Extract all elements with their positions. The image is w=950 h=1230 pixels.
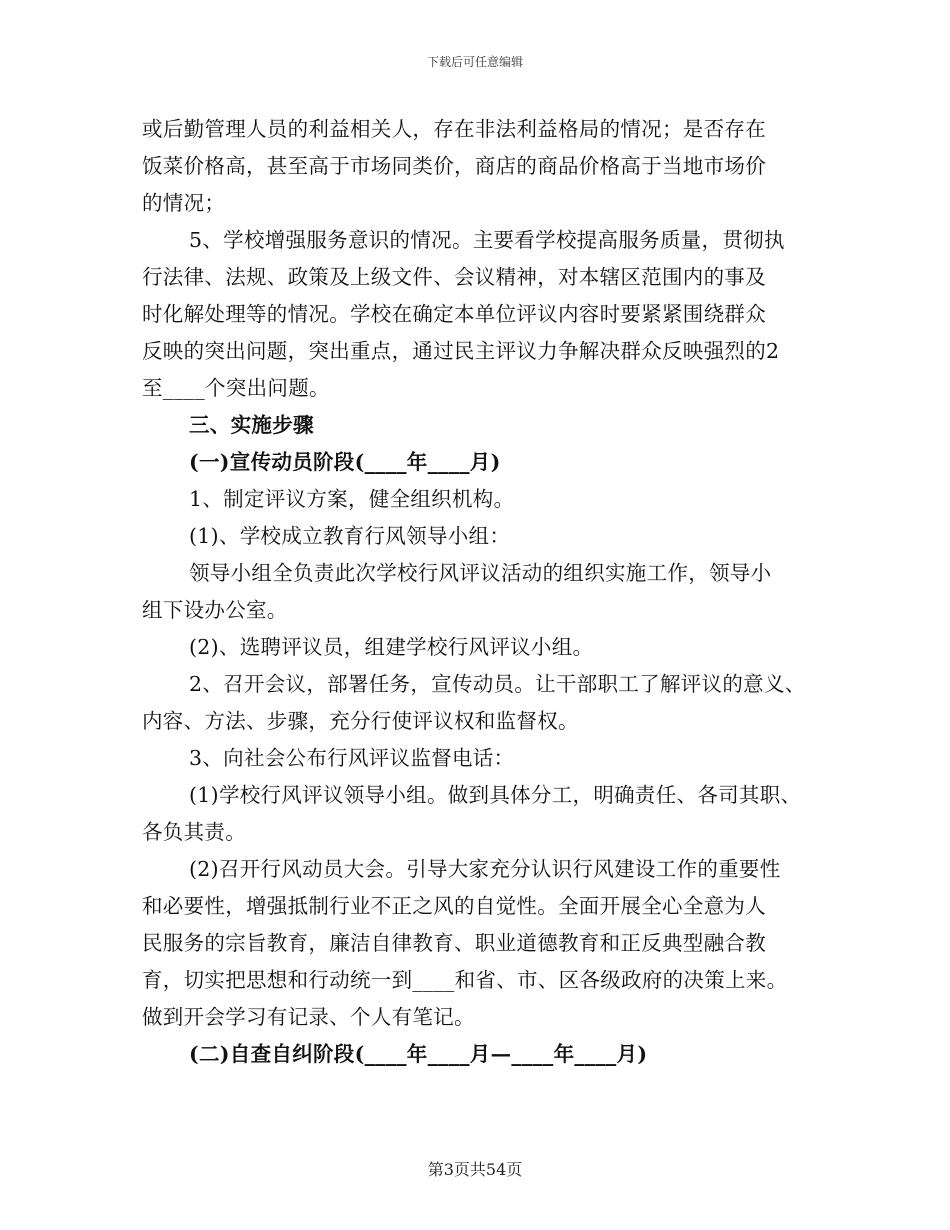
paragraph-line: 饭菜价格高，甚至高于市场同类价，商店的商品价格高于当地市场价 (142, 154, 766, 178)
paragraph-line: 或后勤管理人员的利益相关人，存在非法利益格局的情况；是否存在 (142, 117, 766, 141)
paragraph-line: 内容、方法、步骤，充分行使评议权和监督权。 (142, 709, 579, 733)
section-heading: 三、实施步骤 (189, 413, 314, 437)
paragraph-line: 行法律、法规、政策及上级文件、会议精神，对本辖区范围内的事及 (142, 265, 766, 289)
page-footer: 第3页共54页 (427, 1160, 523, 1179)
paragraph-line: 育，切实把思想和行动统一到____和省、市、区各级政府的决策上来。 (142, 968, 788, 992)
paragraph-line: 5、学校增强服务意识的情况。主要看学校提高服务质量，贯彻执 (189, 228, 785, 252)
paragraph-line: 2、召开会议，部署任务，宣传动员。让干部职工了解评议的意义、 (189, 672, 806, 696)
paragraph-line: 至____个突出问题。 (142, 376, 330, 400)
document-body (142, 111, 832, 1073)
paragraph-line: 和必要性，增强抵制行业不正之风的自觉性。全面开展全心全意为人 (142, 894, 766, 918)
paragraph-line: 各负其责。 (142, 820, 246, 844)
paragraph-line: 的情况； (142, 191, 226, 215)
paragraph-line: (2)召开行风动员大会。引导大家充分认识行风建设工作的重要性 (189, 857, 781, 881)
paragraph-line: (2)、选聘评议员，组建学校行风评议小组。 (189, 635, 594, 659)
paragraph-line: 组下设办公室。 (142, 598, 288, 622)
paragraph-line: 3、向社会公布行风评议监督电话： (189, 746, 515, 770)
paragraph-line: 1、制定评议方案，健全组织机构。 (189, 487, 515, 511)
page-header: 下载后可任意编辑 (426, 55, 523, 69)
subsection-heading: (一)宣传动员阶段(____年____月) (189, 450, 501, 474)
paragraph-line: (1)学校行风评议领导小组。做到具体分工，明确责任、各司其职、 (189, 783, 802, 807)
paragraph-line: 反映的突出问题，突出重点，通过民主评议力争解决群众反映强烈的2 (142, 339, 780, 363)
paragraph-line: 时化解处理等的情况。学校在确定本单位评议内容时要紧紧围绕群众 (142, 302, 766, 326)
paragraph-line: 民服务的宗旨教育，廉洁自律教育、职业道德教育和正反典型融合教 (142, 931, 766, 955)
paragraph-line: 领导小组全负责此次学校行风评议活动的组织实施工作，领导小 (189, 561, 772, 585)
subsection-heading: (二)自查自纠阶段(____年____月—____年____月) (189, 1042, 648, 1066)
paragraph-line: (1)、学校成立教育行风领导小组： (189, 524, 511, 548)
paragraph-line: 做到开会学习有记录、个人有笔记。 (142, 1005, 475, 1029)
